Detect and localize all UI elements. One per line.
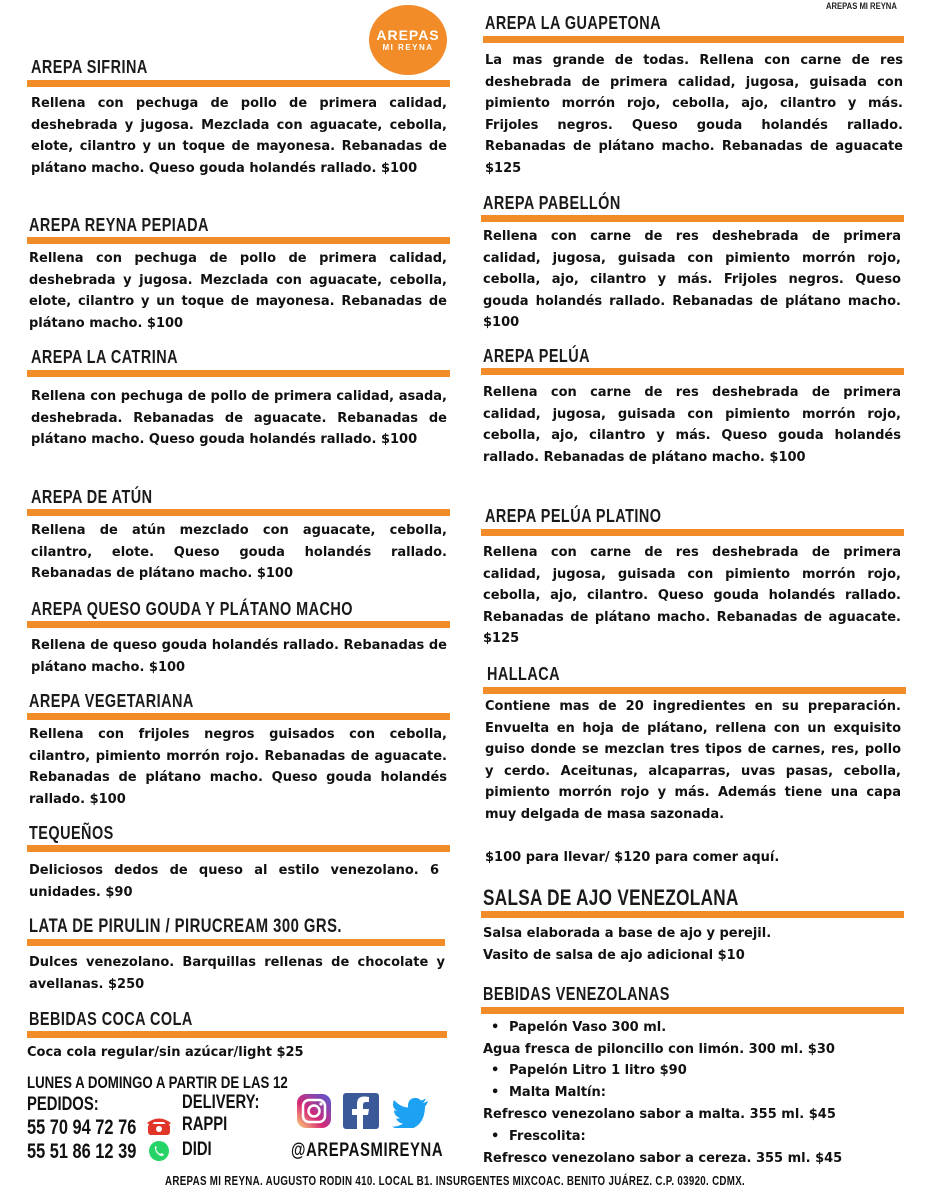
opening-hours: LUNES A DOMINGO A PARTIR DE LAS 12 [27,1073,288,1092]
section-divider [481,529,904,536]
salsa-line-2: Vasito de salsa de ajo adicional $10 [483,948,745,963]
section-divider [27,80,450,87]
drink-description: Refresco venezolano sabor a cereza. 355 ml. $45 [483,1151,843,1166]
section-divider [27,509,450,516]
section-body-reyna-pepiada: Rellena con pechuga de pollo de primera calidad, deshebrada y jugosa. Mezclada con aguacate, cebolla, elote, cilantro y un toque de mayonesa. Rebanadas de plátano macho. $100 [29,251,447,331]
drink-name: Malta Maltín: [509,1085,606,1100]
section-divider [481,368,904,375]
section-body-pelua-platino: Rellena con carne de res deshebrada de primera calidad, jugosa, guisada con pimiento morrón rojo, cebolla, ajo, cilantro. Queso gouda holandés rallado. Rebanadas de plátano macho. Rebanadas de aguacate. $125 [483,545,901,647]
drink-description: Refresco venezolano sabor a malta. 355 ml. $45 [483,1107,836,1122]
logo-line-1: AREPAS [376,27,440,43]
section-body-tequenos: Deliciosos dedos de queso al estilo venezolano. 6 unidades. $90 [29,863,439,900]
section-divider [27,713,450,720]
section-title-salsa-de-ajo: SALSA DE AJO VENEZOLANA [483,885,739,910]
section-body-atun: Rellena de atún mezclado con aguacate, cebolla, cilantro, elote. Queso gouda holandés rallado. Rebanadas de plátano macho. $100 [31,523,447,582]
section-divider [27,370,450,377]
orders-label: PEDIDOS: [27,1094,99,1115]
section-title-pelua: AREPA PELÚA [483,345,590,366]
section-divider [481,1007,904,1014]
list-item: • Malta Maltín: [491,1085,606,1100]
hallaca-price: $100 para llevar/ $120 para comer aquí. [485,850,780,865]
section-title-hallaca: HALLACA [487,663,561,684]
phone-number-2[interactable]: 55 51 86 12 39 [27,1140,137,1163]
section-divider [481,215,904,222]
section-divider [27,845,450,852]
section-title-bebidas-venezolanas: BEBIDAS VENEZOLANAS [483,983,670,1004]
section-body-vegetariana: Rellena con frijoles negros guisados con cebolla, cilantro, pimiento morrón rojo. Rebanadas de aguacate. Rebanadas de plátano macho. Queso gouda holandés rallado. $100 [29,727,447,807]
drink-name: Frescolita: [509,1129,586,1144]
section-title-atun: AREPA DE ATÚN [31,486,153,507]
brand-logo [369,5,447,75]
section-body-la-catrina: Rellena con pechuga de pollo de primera calidad, asada, deshebrada. Rebanadas de aguacate. Rebanadas de plátano macho. Queso gouda holandés rallado. $100 [31,389,447,448]
drink-description: Agua fresca de piloncillo con limón. 300 ml. $30 [483,1042,835,1057]
section-divider [27,621,450,628]
section-title-la-catrina: AREPA LA CATRINA [31,346,178,367]
section-title-pelua-platino: AREPA PELÚA PLATINO [485,505,662,526]
top-right-label: AREPAS MI REYNA [826,1,897,11]
delivery-rappi: RAPPI [182,1114,228,1135]
section-title-coca-cola: BEBIDAS COCA COLA [29,1008,193,1029]
section-body-pelua: Rellena con carne de res deshebrada de primera calidad, jugosa, guisada con pimiento morrón rojo, cebolla, ajo, cilantro y más. Queso gouda holandés rallado. Rebanadas de plátano macho. $100 [483,385,901,465]
section-title-tequenos: TEQUEÑOS [29,822,114,843]
logo-line-2: MI REYNA [382,43,434,52]
section-divider [27,939,445,946]
delivery-didi: DIDI [182,1139,212,1160]
section-body-pirulin: Dulces venezolano. Barquillas rellenas de chocolate y avellanas. $250 [29,955,445,992]
drink-name: Papelón Vaso 300 ml. [509,1020,667,1035]
footer-address: AREPAS MI REYNA. AUGUSTO RODIN 410. LOCAL B1. INSURGENTES MIXCOAC. BENITO JUÁREZ. C.P. 03920. CDMX. [165,1174,746,1188]
instagram-icon[interactable] [296,1093,332,1129]
twitter-icon[interactable] [392,1096,430,1128]
section-body-sifrina: Rellena con pechuga de pollo de primera calidad, deshebrada y jugosa. Mezclada con aguacate, cebolla, elote, cilantro y un toque de mayonesa. Rebanadas de plátano macho. Queso gouda holandés rallado. $100 [31,96,447,176]
section-body-coca-cola: Coca cola regular/sin azúcar/light $25 [27,1045,304,1060]
section-title-reyna-pepiada: AREPA REYNA PEPIADA [29,214,209,235]
drink-name: Papelón Litro 1 litro $90 [509,1063,687,1078]
section-title-pirulin: LATA DE PIRULIN / PIRUCREAM 300 GRS. [29,916,343,937]
section-body-hallaca: Contiene mas de 20 ingredientes en su preparación. Envuelta en hoja de plátano, rellena con un exquisito guiso donde se mezclan tres tipos de carnes, res, pollo y cerdo. Aceitunas, alcaparras, uvas pasas, cebolla, pimiento morrón rojo y más. Además tiene una capa muy delgada de masa sazonada. [485,699,901,822]
section-title-sifrina: AREPA SIFRINA [31,56,148,77]
phone-number-1[interactable]: 55 70 94 72 76 [27,1116,137,1139]
facebook-icon[interactable] [342,1092,380,1130]
list-item: • Papelón Litro 1 litro $90 [491,1063,687,1078]
section-title-pabellon: AREPA PABELLÓN [483,192,621,213]
section-body-la-guapetona: La mas grande de todas. Rellena con carne de res deshebrada de primera calidad, jugosa, guisada con pimiento morrón rojo, cebolla, ajo, cilantro y más. Frijoles negros. Queso gouda holandés rallado. Rebanadas de plátano macho. Rebanadas de aguacate $125 [485,53,903,176]
delivery-label: DELIVERY: [182,1092,260,1113]
section-title-vegetariana: AREPA VEGETARIANA [29,690,194,711]
section-divider [27,237,450,244]
section-divider [483,687,906,694]
whatsapp-icon [148,1140,170,1162]
social-handle[interactable]: @AREPASMIREYNA [291,1140,444,1161]
salsa-line-1: Salsa elaborada a base de ajo y perejil. [483,926,772,941]
section-body-queso-gouda: Rellena de queso gouda holandés rallado. Rebanadas de plátano macho. $100 [31,638,447,675]
list-item: • Frescolita: [491,1129,586,1144]
list-item: • Papelón Vaso 300 ml. [491,1020,667,1035]
section-divider [27,1031,447,1038]
section-title-la-guapetona: AREPA LA GUAPETONA [485,12,661,33]
section-title-queso-gouda: AREPA QUESO GOUDA Y PLÁTANO MACHO [31,598,353,619]
section-body-pabellon: Rellena con carne de res deshebrada de primera calidad, jugosa, guisada con pimiento morrón rojo, cebolla, ajo, cilantro y más. Frijoles negros. Queso gouda holandés rallado. Rebanadas de plátano macho. $100 [483,229,901,331]
phone-icon [146,1114,172,1136]
section-divider [483,36,904,43]
section-divider [481,911,904,918]
